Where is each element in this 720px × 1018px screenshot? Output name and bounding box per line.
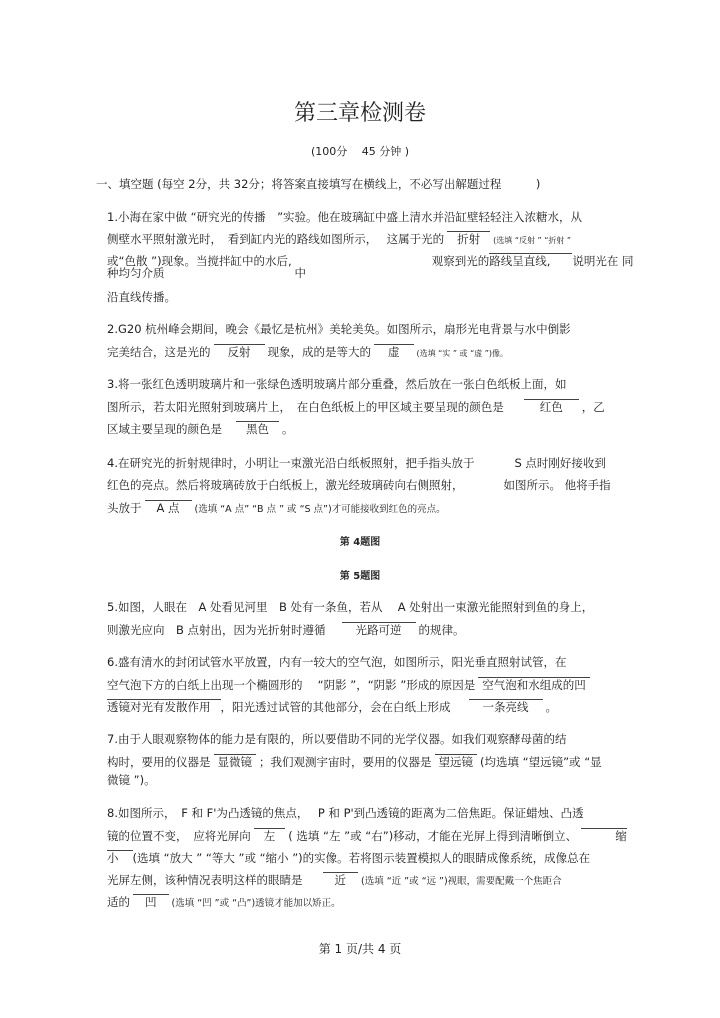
text: 或“色散 ”)现象。当搅拌缸中的水后, (107, 254, 292, 268)
q1-line: 1.小海在家中做 “研究光的传播 ”实验。他在玻璃缸中盛上清水并沿缸壁轻轻注入浓糖水，从 (107, 210, 583, 224)
hint: (选填 “凹 ”或 “凸”)透镜才能加以矫正。 (171, 898, 341, 909)
answer-blank: A 点 (145, 500, 192, 515)
figure-caption: 第 4题图 (339, 537, 381, 548)
answer-blank: 空气泡和水组成的凹 (478, 677, 590, 692)
text: 的规律。 (418, 623, 465, 637)
text: 种均匀介质 (107, 266, 165, 280)
q1-line (107, 231, 571, 248)
answer-blank: 黑色 (236, 421, 279, 436)
q3-line: 3.将一张红色透明玻璃片和一张绿色透明玻璃片部分重叠，然后放在一张白色纸板上面，如 (107, 377, 567, 391)
q4-line (107, 478, 611, 492)
q4-line (107, 500, 446, 517)
text: 中 (294, 266, 306, 280)
answer-blank: 望远镜 (435, 754, 478, 769)
answer-blank: 近 (323, 872, 359, 887)
text: (均选填 “望远镜”或 “显 (480, 755, 602, 769)
q5-line (107, 622, 465, 637)
text: 则激光应向 B 点射出，因为光折射时遵循 (107, 623, 326, 637)
q8-line (107, 872, 562, 889)
answer-blank: 缩 (581, 828, 627, 843)
q7-line (107, 754, 602, 769)
q8-line (107, 894, 341, 911)
text: 区域主要呈现的颜色是 (107, 422, 222, 436)
answer-blank: 透镜对光有发散作用 (107, 699, 221, 714)
q7-line: 7.由于人眼观察物体的能力是有限的，所以要借助不同的光学仪器。如我们观察酵母菌的结 (107, 732, 567, 746)
text: ，乙 (581, 400, 605, 414)
text: ，阳光透过试管的其他部分，会在白纸上形成 (220, 700, 451, 714)
text: 。 (545, 700, 557, 714)
text: 现象，成的是等大的 (267, 345, 371, 359)
hint: (选填 “A 点” “B 点 ” 或 “S 点”)才可能接收到红色的亮点。 (194, 504, 446, 515)
text: 观察到光的 (431, 254, 490, 268)
q6-line: 6.盛有清水的封闭试管水平放置，内有一较大的空气泡，如图所示，阳光垂直照射试管，在 (107, 655, 567, 669)
q1-line: 沿直线传播。 (107, 290, 176, 304)
q3-line (107, 421, 294, 436)
text: 图所示，若太阳光照射到玻璃片上， 在白色纸板上的甲区域主要呈现的颜色是 (107, 400, 504, 414)
text: 适的 (107, 895, 130, 909)
text: 侧壁水平照射激光时， 看到缸内光的路线如图所示， 这属于光的 (107, 232, 445, 246)
text: 镜的位置不变， 应将光屏向 (107, 829, 251, 843)
text: 完美结合，这是光的 (107, 345, 211, 359)
answer-blank: 光路可逆 (342, 622, 416, 637)
q1-line (107, 266, 306, 280)
q8-line: 8.如图所示， F 和 F'为凸透镜的焦点， P 和 P'到凸透镜的距离为二倍焦距。保证蜡烛、凸透 (107, 806, 584, 820)
answer-blank: 一条亮线 (469, 699, 543, 714)
q8-line (107, 850, 590, 865)
answer-blank: 折射 (447, 231, 490, 246)
text: 光屏左侧，该种情况表明这样的眼睛是 (107, 873, 303, 887)
exam-info: (100分 45 分钟 ) (310, 145, 410, 158)
text: 如图所示。 他将手指 (503, 478, 611, 492)
text: 说明光在 同 (572, 254, 634, 268)
answer-blank: 虚 (374, 344, 414, 359)
answer-blank: 左 (254, 828, 286, 843)
text: 头放于 (107, 501, 142, 515)
section-heading: 一、填空题 (每空 2分，共 32分；将答案直接填写在横线上，不必写出解题过程 ) (96, 177, 541, 191)
page-footer: 第 1 页/共 4 页 (318, 942, 402, 956)
text: S 点时刚好接收到 (514, 456, 606, 470)
figure-caption: 第 5题图 (339, 571, 381, 582)
hint: (选填 “反射 ” “折射 ” (493, 236, 572, 245)
q6-line (107, 677, 593, 692)
text: 空气泡下方的白纸上出现一个椭圆形的 “阴影 ”，“阴影 ”形成的原因是 (107, 678, 476, 692)
answer-blank: 小 (107, 850, 133, 865)
q6-line (107, 699, 557, 714)
q4-line (107, 456, 606, 470)
text: 红色的亮点。然后将玻璃砖放于白纸板上，激光经玻璃砖向右侧照射， (107, 478, 464, 492)
hint: (选填 “实 ” 或 “虚 ”)像。 (416, 349, 509, 358)
text: 4.在研究光的折射规律时，小明让一束激光沿白纸板照射，把手指头放于 (107, 456, 475, 470)
q7-line: 微镜 ”)。 (107, 773, 156, 787)
q3-line (107, 399, 605, 414)
text: (选填 “放大 ” “等大 ”或 “缩小 ”)的实像。若将图示装置模拟人的眼睛成像系统，成像总在 (132, 851, 591, 865)
text: 。 (282, 422, 294, 436)
answer-blank: 凹 (133, 894, 169, 909)
q8-line (107, 828, 630, 843)
text: ( 选填 “左 ”或 “右”)移动，才能在光屏上得到清晰倒立、 (288, 829, 578, 843)
hint: (选填 “近 ”或 “远 ”)视眼，需要配戴一个焦距合 (361, 876, 562, 887)
answer-blank: 显微镜 (214, 754, 257, 769)
page-title: 第三章检测卷 (293, 101, 426, 126)
answer-blank: 红色 (524, 399, 579, 414)
text: ；我们观测宇宙时，要用的仪器是 (259, 755, 432, 769)
answer-blank: 路线呈直线, (489, 253, 572, 268)
q2-line (107, 344, 508, 361)
answer-blank: 反射 (214, 344, 265, 359)
q2-line: 2.G20 杭州峰会期间，晚会《最忆是杭州》美轮美奂。如图所示，扇形光电背景与水中倒影 (107, 322, 571, 336)
text: 构时，要用的仪器是 (107, 755, 211, 769)
q5-line: 5.如图，人眼在 A 处看见河里 B 处有一条鱼，若从 A 处射出一束激光能照射到鱼的身上， (107, 600, 594, 614)
